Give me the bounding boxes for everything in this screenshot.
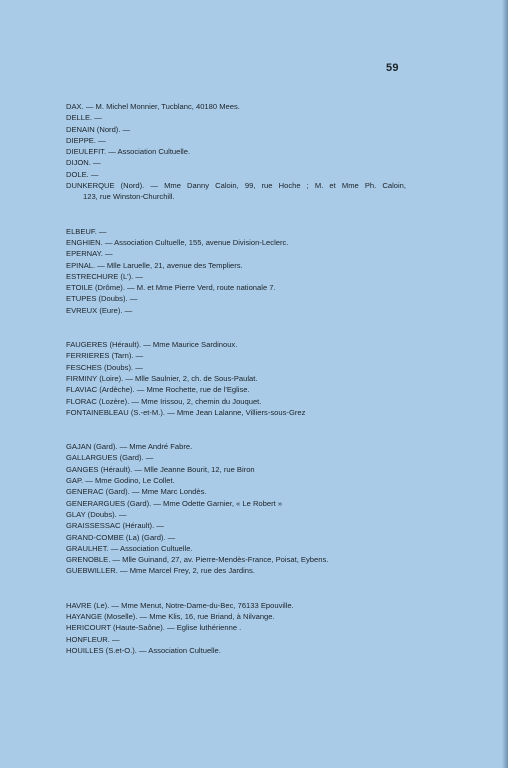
directory-entry: ESTRECHURE (L'). — bbox=[66, 271, 143, 281]
directory-entry: DOLE. — bbox=[66, 169, 99, 179]
page-edge-shadow bbox=[502, 0, 508, 768]
directory-entry: GENERAC (Gard). — Mme Marc Londès. bbox=[66, 487, 207, 497]
directory-entry-continuation: 123, rue Winston-Churchill. bbox=[83, 192, 175, 202]
directory-entry: FAUGERES (Hérault). — Mme Maurice Sardinoux. bbox=[66, 340, 238, 350]
directory-entry: HAYANGE (Moselle). — Mme Klis, 16, rue Briand, à Nilvange. bbox=[66, 611, 275, 621]
directory-entry: DENAIN (Nord). — bbox=[66, 124, 131, 134]
directory-entry: DIJON. — bbox=[66, 158, 101, 168]
directory-entry: GRENOBLE. — Mlle Guinand, 27, av. Pierre-Mendès-France, Poisat, Eybens. bbox=[66, 555, 329, 565]
directory-entry: GENERARGUES (Gard). — Mme Odette Garnier, « Le Robert » bbox=[66, 498, 283, 508]
directory-entry: HAVRE (Le). — Mme Menut, Notre-Dame-du-Bec, 76133 Epouville. bbox=[66, 600, 294, 610]
directory-entry: DELLE. — bbox=[66, 113, 102, 123]
directory-entry: ETUPES (Doubs). — bbox=[66, 294, 138, 304]
directory-entry: EVREUX (Eure). — bbox=[66, 305, 133, 315]
directory-entry: ELBEUF. — bbox=[66, 226, 107, 236]
directory-entry: EPINAL. — Mlle Laruelle, 21, avenue des Templiers. bbox=[66, 260, 243, 270]
directory-entry: DIEULEFIT. — Association Cultuelle. bbox=[66, 147, 191, 157]
directory-entry: FLORAC (Lozère). — Mme Irissou, 2, chemin du Jouquet. bbox=[66, 396, 262, 406]
directory-entry: ENGHIEN. — Association Cultuelle, 155, avenue Division-Leclerc. bbox=[66, 237, 289, 247]
directory-entry: GAP. — Mme Godino, Le Collet. bbox=[66, 476, 175, 486]
entry-group bbox=[66, 600, 406, 656]
directory-entry: FERRIERES (Tarn). — bbox=[66, 351, 144, 361]
directory-entry: HOUILLES (S.et-O.). — Association Cultuelle. bbox=[66, 645, 221, 655]
directory-entry: GAJAN (Gard). — Mme André Fabre. bbox=[66, 442, 193, 452]
entry-group bbox=[66, 339, 406, 418]
directory-entry: GANGES (Hérault). — Mlle Jeanne Bourit, 12, rue Biron bbox=[66, 464, 255, 474]
directory-entry: DIEPPE. — bbox=[66, 135, 106, 145]
entry-group bbox=[66, 226, 406, 316]
directory-entry: FIRMINY (Loire). — Mlle Saulnier, 2, ch. de Sous-Paulat. bbox=[66, 373, 258, 383]
directory-entry: EPERNAY. — bbox=[66, 249, 113, 259]
entry-group bbox=[66, 101, 406, 203]
directory-entry: FESCHES (Doubs). — bbox=[66, 362, 143, 372]
directory-entry: GRAULHET. — Association Cultuelle. bbox=[66, 543, 193, 553]
directory-entry: ETOILE (Drôme). — M. et Mme Pierre Verd, route nationale 7. bbox=[66, 283, 276, 293]
directory-entry: HONFLEUR. — bbox=[66, 634, 120, 644]
entry-group bbox=[66, 441, 406, 577]
directory-entry: GUEBWILLER. — Mme Marcel Frey, 2, rue des Jardins. bbox=[66, 566, 255, 576]
directory-entry: HERICOURT (Haute-Saône). — Eglise luthérienne . bbox=[66, 623, 242, 633]
directory-entry: FONTAINEBLEAU (S.-et-M.). — Mme Jean Lalanne, Villiers-sous-Grez bbox=[66, 407, 306, 417]
directory-entry: DAX. — M. Michel Monnier, Tucblanc, 40180 Mees. bbox=[66, 102, 240, 111]
directory-listing bbox=[66, 101, 406, 656]
directory-entry: GLAY (Doubs). — bbox=[66, 509, 127, 519]
directory-entry: GRAND-COMBE (La) (Gard). — bbox=[66, 532, 176, 542]
directory-entry: FLAVIAC (Ardèche). — Mme Rochette, rue de l'Eglise. bbox=[66, 385, 250, 395]
page-number: 59 bbox=[386, 62, 399, 74]
directory-entry: DUNKERQUE (Nord). — Mme Danny Caloin, 99, rue Hoche ; M. et Mme Ph. Caloin, bbox=[66, 181, 406, 191]
directory-entry: GRAISSESSAC (Hérault). — bbox=[66, 521, 164, 531]
directory-entry: GALLARGUES (Gard). — bbox=[66, 453, 154, 463]
